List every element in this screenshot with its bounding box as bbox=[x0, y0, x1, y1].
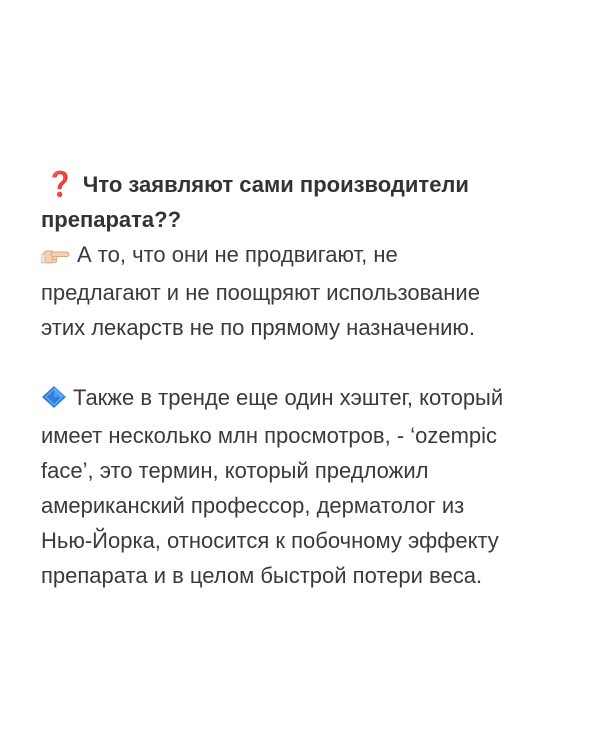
paragraph-2-line-1: Также в тренде еще один хэштег, который bbox=[41, 380, 581, 418]
heading-line-2: препарата?? bbox=[41, 207, 182, 232]
section-heading bbox=[41, 167, 581, 237]
paragraph-2 bbox=[41, 380, 581, 593]
blue-diamond-icon bbox=[41, 383, 67, 418]
paragraph-2-line-6: препарата и в целом быстрой потери веса. bbox=[41, 563, 483, 588]
paragraph-1-line-3: этих лекарств не по прямому назначению. bbox=[41, 315, 476, 340]
paragraph-1-line-1: А то, что они не продвигают, не bbox=[41, 237, 581, 275]
paragraph-2-line-4: американский профессор, дерматолог из bbox=[41, 493, 465, 518]
paragraph-1-line-2: предлагают и не поощряют использование bbox=[41, 280, 480, 305]
paragraph-1 bbox=[41, 237, 581, 345]
paragraph-2-line-5: Нью-Йорка, относится к побочному эффекту bbox=[41, 528, 499, 553]
paragraph-spacer bbox=[41, 345, 581, 380]
heading-line-1: ❓ Что заявляют сами производители bbox=[45, 171, 469, 198]
paragraph-2-line-3: face’, это термин, который предложил bbox=[41, 458, 429, 483]
pointing-hand-icon bbox=[41, 240, 71, 275]
post-text bbox=[41, 167, 581, 593]
red-question-mark-icon: ❓ bbox=[45, 171, 75, 198]
paragraph-2-line-2: имеет несколько млн просмотров, - ‘ozempic bbox=[41, 423, 498, 448]
